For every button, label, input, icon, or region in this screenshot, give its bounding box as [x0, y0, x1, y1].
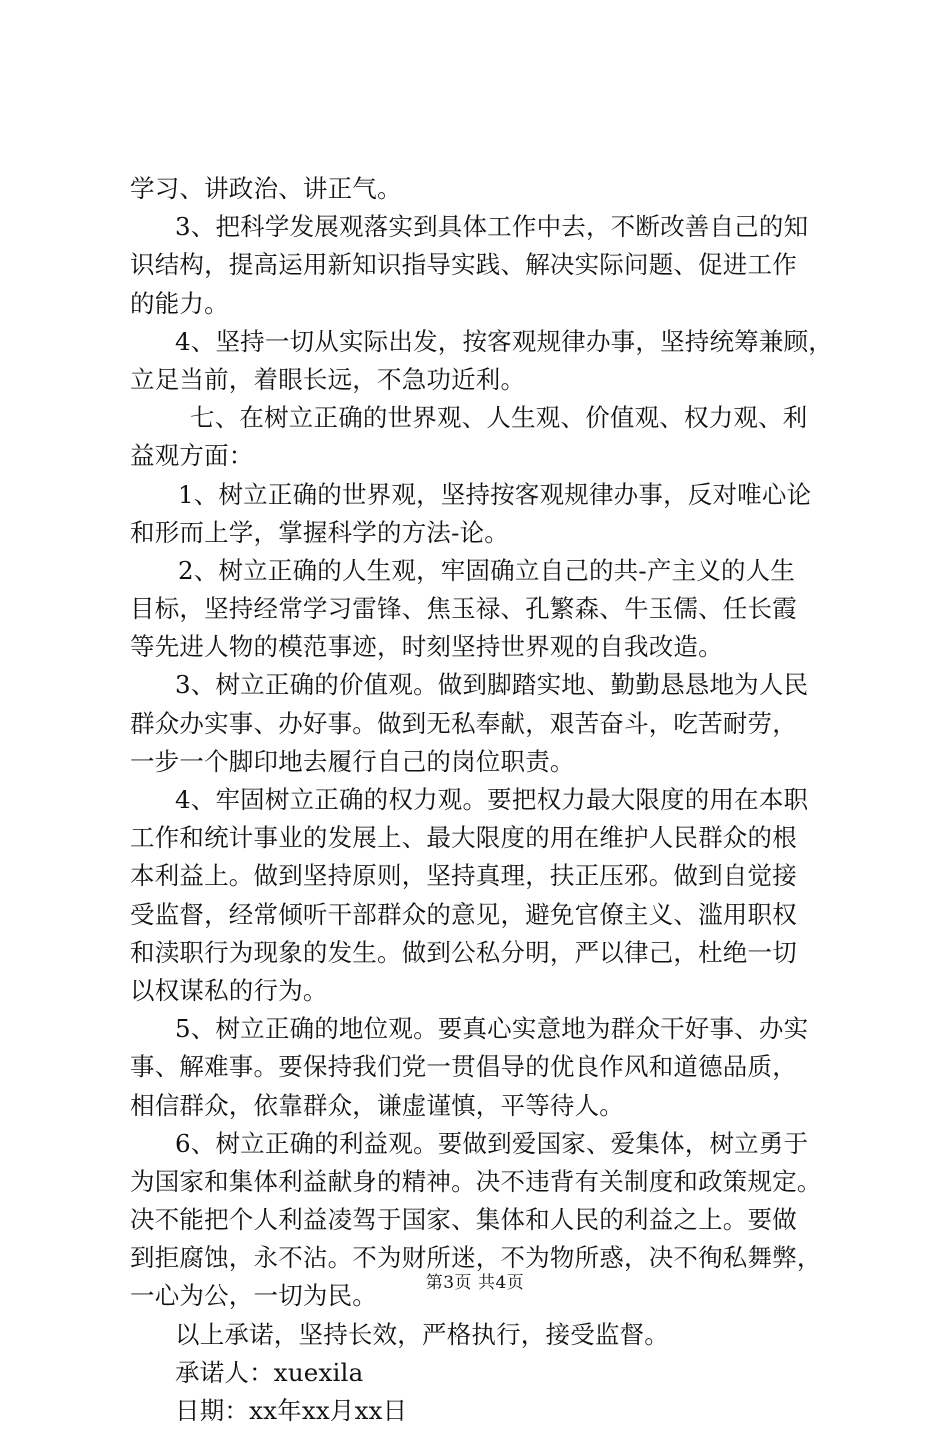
text-line: 3、树立正确的价值观。做到脚踏实地、勤勤恳恳地为人民 [175, 670, 809, 700]
page-footer [0, 1272, 950, 1294]
text-line: 本利益上。做到坚持原则，坚持真理，扶正压邪。做到自觉接 [130, 861, 797, 891]
text-line: 5、树立正确的地位观。要真心实意地为群众干好事、办实 [175, 1014, 809, 1044]
text-line: 6、树立正确的利益观。要做到爱国家、爱集体，树立勇于 [175, 1128, 809, 1158]
text-line: 相信群众，依靠群众，谦虚谨慎，平等待人。 [130, 1090, 624, 1120]
text-line: 4、牢固树立正确的权力观。要把权力最大限度的用在本职 [175, 785, 809, 814]
text-line: 受监督，经常倾听干部群众的意见，避免官僚主义、滥用职权 [130, 899, 797, 929]
text-line: 1、树立正确的世界观，坚持按客观规律办事，反对唯心论 [178, 479, 812, 509]
text-line: 的能力。 [130, 288, 229, 318]
text-line: 识结构，提高运用新知识指导实践、解决实际问题、促进工作 [130, 250, 797, 280]
text-line: 3、把科学发展观落实到具体工作中去，不断改善自己的知 [175, 212, 809, 242]
section-heading: 七、在树立正确的世界观、人生观、价值观、权力观、利 [190, 403, 808, 433]
text-line: 目标，坚持经常学习雷锋、焦玉禄、孔繁森、牛玉儒、任长霞 [130, 594, 797, 624]
text-line: 和形而上学，掌握科学的方法-论。 [130, 517, 509, 547]
text-line: 4、坚持一切从实际出发，按客观规律办事，坚持统筹兼顾， [175, 326, 833, 356]
date-line: 日期：xx年xx月xx日 [175, 1396, 408, 1425]
text-line: 立足当前，着眼长远，不急功近利。 [130, 364, 526, 394]
text-line: 群众办实事、办好事。做到无私奉献，艰苦奋斗，吃苦耐劳， [130, 708, 797, 738]
text-line: 以权谋私的行为。 [130, 975, 328, 1005]
text-line: 事、解难事。要保持我们党一贯倡导的优良作风和道德品质， [130, 1052, 797, 1082]
text-line: 等先进人物的模范事迹，时刻坚持世界观的自我改造。 [130, 632, 723, 662]
text-line: 决不能把个人利益凌驾于国家、集体和人民的利益之上。要做 [130, 1205, 797, 1235]
text-line: 一心为公，一切为民。 [130, 1281, 377, 1311]
text-line: 到拒腐蚀，永不沾。不为财所迷，不为物所惑，决不徇私舞弊， [130, 1243, 822, 1273]
text-line: 为国家和集体利益献身的精神。决不违背有关制度和政策规定。 [130, 1166, 822, 1196]
text-line: 一步一个脚印地去履行自己的岗位职责。 [130, 746, 575, 776]
signatory-line: 承诺人：xuexila [175, 1357, 364, 1387]
document-body [130, 170, 833, 1430]
text-line: 学习、讲政治、讲正气。 [130, 174, 402, 203]
text-line: 工作和统计事业的发展上、最大限度的用在维护人民群众的根 [130, 823, 797, 853]
section-heading: 益观方面： [130, 441, 254, 471]
closing-statement: 以上承诺，坚持长效，严格执行，接受监督。 [175, 1319, 669, 1349]
text-line: 和渎职行为现象的发生。做到公私分明，严以律己，杜绝一切 [130, 937, 797, 967]
text-line: 2、树立正确的人生观，牢固确立自己的共-产主义的人生 [178, 555, 796, 585]
page-number: 第3页 共4页 [425, 1273, 525, 1293]
